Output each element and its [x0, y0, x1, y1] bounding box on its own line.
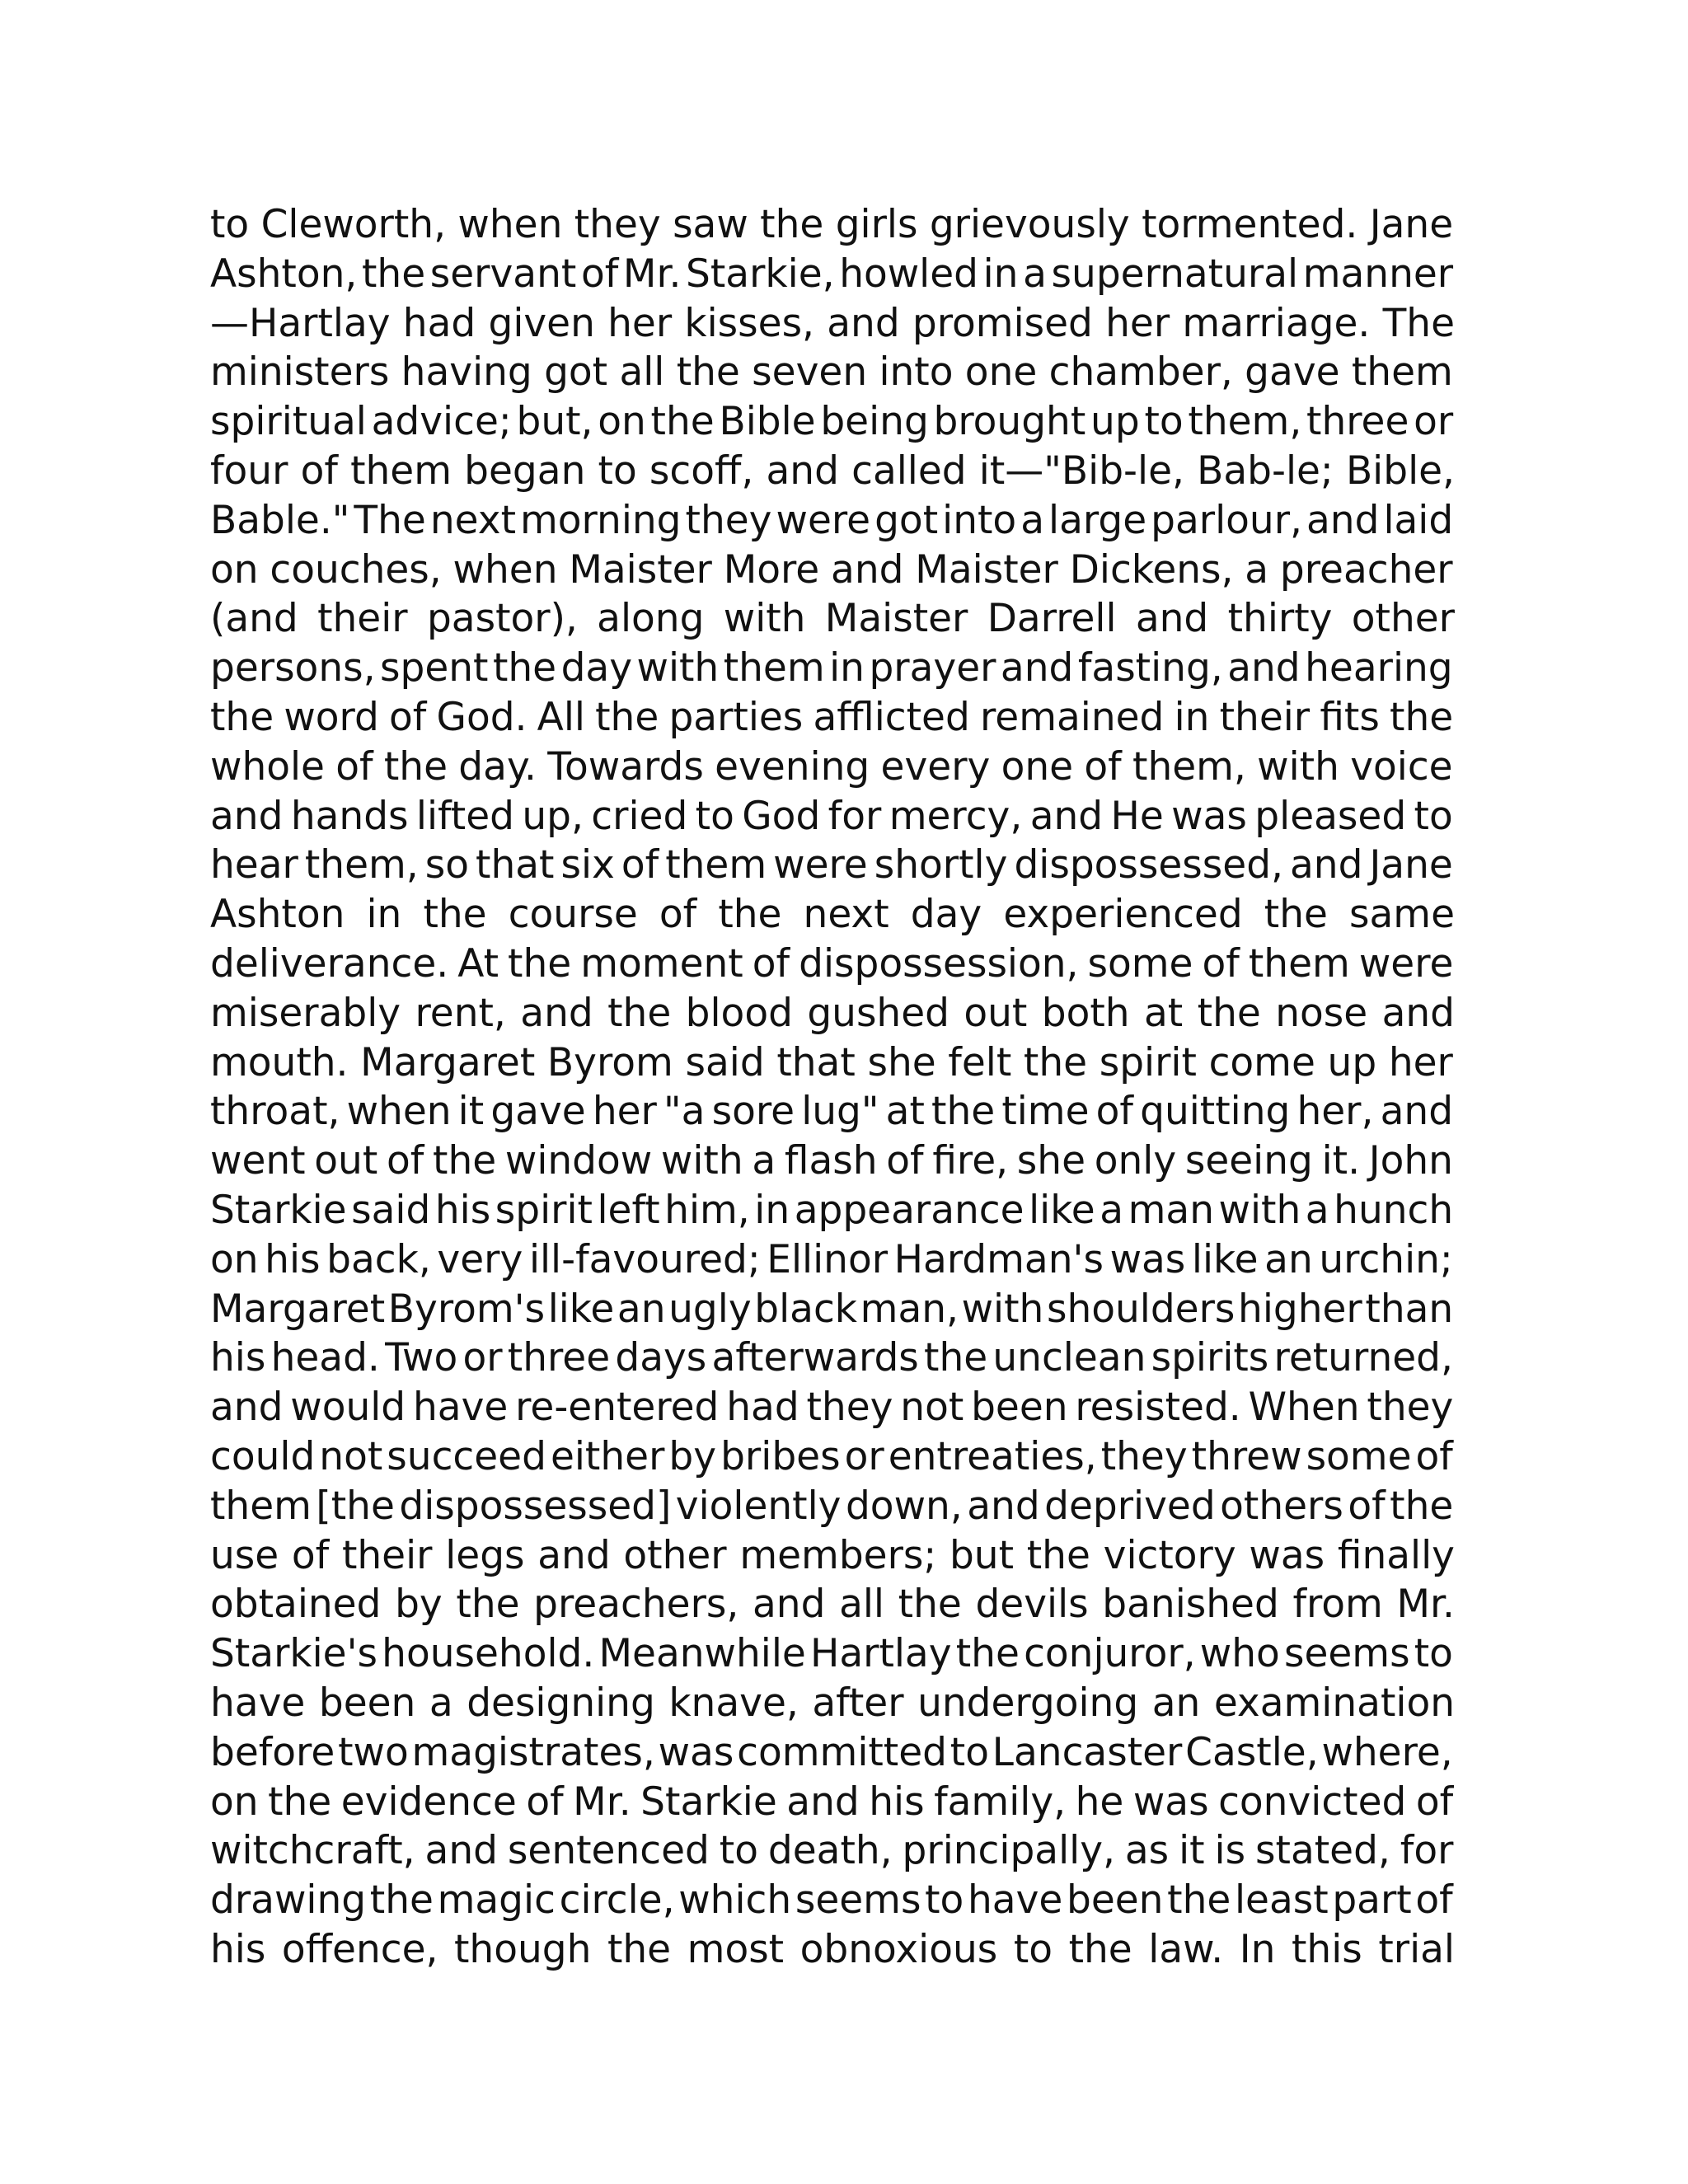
- text-line: could not succeed either by bribes or entreaties, they threw some of: [210, 1433, 1453, 1479]
- text-line: his head. Two or three days afterwards the unclean spirits returned,: [210, 1335, 1453, 1381]
- body-text: [210, 200, 1455, 1975]
- text-line: (and their pastor), along with Maister Darrell and thirty other: [210, 596, 1455, 642]
- text-line: whole of the day. Towards evening every one of them, with voice: [210, 743, 1453, 790]
- text-line: to Cleworth, when they saw the girls grievously tormented. Jane: [210, 202, 1454, 247]
- text-line: Margaret Byrom's like an ugly black man, with shoulders higher than: [210, 1286, 1454, 1332]
- text-line: on his back, very ill-favoured; Ellinor Hardman's was like an urchin;: [210, 1236, 1453, 1282]
- text-line: Ashton in the course of the next day experienced the same: [210, 892, 1455, 938]
- text-line: before two magistrates, was committed to Lancaster Castle, where,: [210, 1729, 1453, 1775]
- text-line: on the evidence of Mr. Starkie and his family, he was convicted of: [210, 1779, 1454, 1825]
- text-line: obtained by the preachers, and all the devils banished from Mr.: [210, 1582, 1455, 1628]
- text-line: —Hartlay had given her kisses, and promised her marriage. The: [210, 300, 1455, 346]
- text-line: persons, spent the day with them in prayer and fasting, and hearing: [210, 645, 1453, 691]
- text-line: spiritual advice; but, on the Bible being brought up to them, three or: [210, 399, 1454, 445]
- text-line: his offence, though the most obnoxious to the law. In this trial: [210, 1926, 1455, 1972]
- text-line: Ashton, the servant of Mr. Starkie, howled in a supernatural manner: [210, 251, 1454, 297]
- text-line: have been a designing knave, after undergoing an examination: [210, 1680, 1455, 1726]
- text-line: and would have re-entered had they not been resisted. When they: [210, 1385, 1454, 1431]
- text-line: Starkie said his spirit left him, in appearance like a man with a hunch: [210, 1187, 1454, 1233]
- text-line: on couches, when Maister More and Maister Dickens, a preacher: [210, 546, 1453, 593]
- text-line: ministers having got all the seven into one chamber, gave them: [210, 349, 1453, 396]
- text-line: mouth. Margaret Byrom said that she felt the spirit come up her: [210, 1039, 1453, 1085]
- text-line: witchcraft, and sentenced to death, principally, as it is stated, for: [210, 1828, 1454, 1874]
- text-line: went out of the window with a flash of fire, she only seeing it. John: [210, 1138, 1453, 1184]
- text-line: them [the dispossessed] violently down, and deprived others of the: [210, 1483, 1454, 1529]
- text-line: Bable." The next morning they were got into a large parlour, and laid: [210, 497, 1454, 543]
- text-line: four of them began to scoff, and called it—"Bib-le, Bab-le; Bible,: [210, 448, 1455, 494]
- text-line: the word of God. All the parties afflicted remained in their fits the: [210, 694, 1454, 740]
- text-line: hear them, so that six of them were shortly dispossessed, and Jane: [210, 842, 1453, 888]
- text-line: drawing the magic circle, which seems to have been the least part of: [210, 1877, 1453, 1924]
- text-line: deliverance. At the moment of dispossession, some of them were: [210, 940, 1454, 987]
- text-line: and hands lifted up, cried to God for mercy, and He was pleased to: [210, 793, 1453, 839]
- text-line: throat, when it gave her "a sore lug" at the time of quitting her, and: [210, 1089, 1454, 1135]
- text-line: miserably rent, and the blood gushed out both at the nose and: [210, 990, 1455, 1036]
- text-line: Starkie's household. Meanwhile Hartlay the conjuror, who seems to: [210, 1631, 1453, 1677]
- text-line: use of their legs and other members; but the victory was finally: [210, 1532, 1455, 1578]
